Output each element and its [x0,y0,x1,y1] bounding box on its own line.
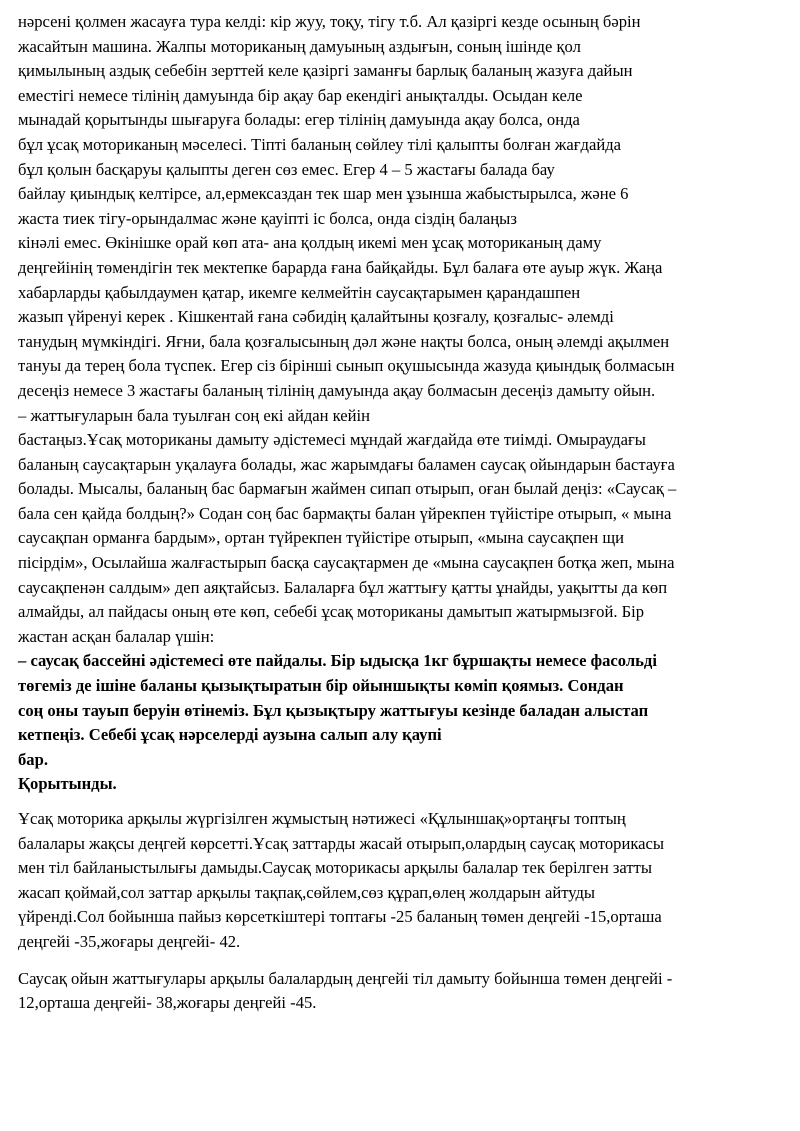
text-line: бұл қолын басқаруы қалыпты деген сөз емес. Егер 4 – 5 жастағы балада бау [18,159,555,179]
bold-text-line: төгеміз де ішіне баланы қызықтыратын бір ойыншықты көміп қоямыз. Сондан [18,676,624,696]
text-line: Ұсақ моторика арқылы жүргізілген жұмыстың нәтижесі «Құлыншақ»ортаңғы топтың [18,809,626,828]
text-line: байлау қиындық келтірсе, ал,ермексаздан тек шар мен ұзынша жабыстырылса, және 6 [18,184,629,204]
text-line: жастан асқан балалар үшін: [18,626,215,646]
text-line: үйренді.Сол бойынша пайыз көрсеткіштері топтағы -25 баланың төмен деңгейі -15,орташа [18,907,662,927]
bold-text-line: кетпеңіз. Себебі ұсақ нәрселерді аузына салып алу қаупі [18,725,442,745]
bold-text-line: бар. [18,749,48,769]
paragraph-conclusion [18,807,780,955]
paragraph-results [18,967,780,1016]
bold-text-line: – саусақ бассейні әдістемесі өте пайдалы. Бір ыдысқа 1кг бұршақты немесе фасольді [18,651,657,671]
text-line: бұл ұсақ моториканың мәселесі. Тіпті баланың сөйлеу тілі қалыпты болған жағдайда [18,134,622,154]
text-line: жасайтын машина. Жалпы моториканың дамуының аздығын, соның ішінде қол [18,36,581,56]
text-line: – жаттығуларын бала туылған соң екі айдан кейін [18,405,371,425]
text-line: хабарларды қабылдаумен қатар, икемге келмейтін саусақтарымен қарандашпен [18,282,581,302]
text-line: мынадай қорытынды шығаруға болады: егер тілінің дамуында ақау болса, онда [18,110,580,130]
text-line: саусақпенән салдым» деп аяқтайсыз. Балаларға бұл жаттығу қатты ұнайды, уақытты да көп [18,577,668,597]
text-line: десеңіз немесе 3 жастағы баланың тілінің дамуында ақау болмасын десеңіз дамыту ойын. [18,380,656,400]
text-line: балалары жақсы деңгей көрсетті.Ұсақ заттарды жасай отырып,олардың саусақ моторикасы [18,833,665,853]
text-line: Саусақ ойын жаттығулары арқылы балалардың деңгейі тіл дамыту бойынша төмен деңгейі - [18,968,673,988]
text-line: бастаңыз.Ұсақ моториканы дамыту әдістемесі мұндай жағдайда өте тиімді. Омыраудағы [18,430,646,450]
text-line: баланың саусақтарын уқалауға болады, жас жарымдағы баламен саусақ ойындарын бастауға [18,454,675,474]
text-line: кінәлі емес. Өкінішке орай көп ата- ана қолдың икемі мен ұсақ моториканың даму [18,233,602,253]
text-line: жазып үйренуі керек . Кішкентай ғана сәбидің қалайтыны қозғалу, қозғалыс- әлемді [18,307,614,327]
text-line: 12,орташа деңгейі- 38,жоғары деңгейі -45. [18,993,317,1013]
document-page [18,10,780,1016]
text-line: танудың мүмкіндігі. Яғни, бала қозғалысының дәл және нақты болса, оның әлемді ақылмен [18,331,670,351]
text-line: болады. Мысалы, баланың бас бармағын жаймен сипап отырып, оған былай деңіз: «Саусақ – [18,479,677,499]
text-line: жаста тиек тігу-орындалмас және қауіпті іс болса, онда сіздің балаңыз [18,208,517,228]
section-heading: Қорытынды. [18,774,117,794]
paragraph-bold [18,649,780,772]
text-line: жасап қоймай,сол заттар арқылы тақпақ,сөйлем,сөз құрап,өлең жолдарын айтуды [18,882,596,902]
text-line: бала сен қайда болдың?» Содан соң бас бармақты балан үйрекпен түйістіре отырып, « мына [18,503,672,523]
text-line: нәрсені қолмен жасауға тура келді: кір жуу, тоқу, тігу т.б. Ал қазіргі кезде осының бәрін [18,12,641,31]
text-line: еместігі немесе тілінің дамуында бір ақау бар екендігі анықталды. Осыдан келе [18,85,583,105]
text-line: деңгейі -35,жоғары деңгейі- 42. [18,931,241,951]
paragraph-main [18,10,780,649]
text-line: тануы да терең бола түспек. Егер сіз бірінші сынып оқушысында жазуда қиындық болмасын [18,356,675,376]
text-line: пісірдім», Осылайша жалғастырып басқа саусақтармен де «мына саусақпен ботқа жеп, мына [18,553,675,573]
bold-text-line: соң оны тауып беруін өтінеміз. Бұл қызықтыру жаттығуы кезінде баладан алыстап [18,700,649,720]
text-line: қимылының аздық себебін зерттей келе қазіргі заманғы барлық баланың жазуға дайын [18,61,633,81]
text-line: алмайды, ал пайдасы оның өте көп, себебі ұсақ моториканы дамытып жатырмызғой. Бір [18,602,645,622]
text-line: мен тіл байланыстылығы дамыды.Саусақ моторикасы арқылы балалар тек берілген затты [18,858,653,878]
text-line: саусақпан орманға бардым», ортан түйрекпен түйістіре отырып, «мына саусақпен щи [18,528,625,548]
text-line: деңгейінің төмендігін тек мектепке барарда ғана байқайды. Бұл балаға өте ауыр жүк. Жаңа [18,257,663,277]
